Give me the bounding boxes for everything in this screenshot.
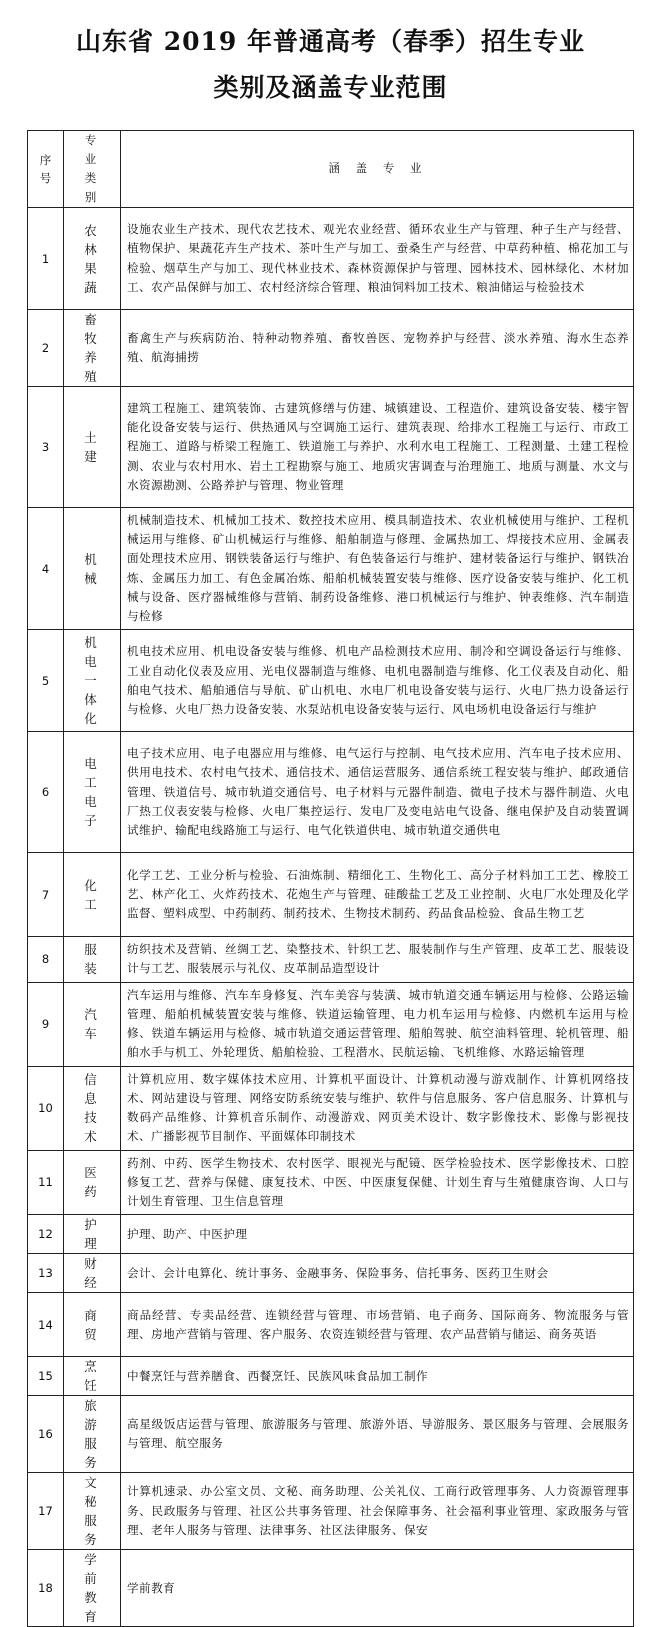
row-category: 学前教育: [64, 1550, 121, 1627]
row-scope: 汽车运用与维修、汽车车身修复、汽车美容与装潢、城市轨道交通车辆运用与检修、公路运输管理、船舶机械装置安装与维修、铁道运输管理、电力机车运用与检修、内燃机车运用与检修、铁道车辆运用与检修、城市轨道交通运营管理、船舶驾驶、航空油料管理、轮机管理、船舶水手与机工、外轮理货、船舶检验、工程潜水、民航运输、飞机维修、水路运输管理: [121, 982, 634, 1066]
table-row: [28, 732, 634, 853]
row-scope: 计算机应用、数字媒体技术应用、计算机平面设计、计算机动漫与游戏制作、计算机网络技术、网站建设与管理、网络安防系统安装与维护、软件与信息服务、客户信息服务、计算机与数码产品维修、计算机音乐制作、动漫游戏、网页美术设计、数字影像技术、影像与影视技术、广播影视节目制作、平面媒体印制技术: [121, 1066, 634, 1150]
row-scope: 机电技术应用、机电设备安装与维修、机电产品检测技术应用、制冷和空调设备运行与维修、工业自动化仪表及应用、光电仪器制造与维修、电机电器制造与维修、化工仪表及自动化、船舶电气技术、船舶通信与导航、矿山机电、水电厂机电设备安装与运行、火电厂热力设备运行与检修、火电厂热力设备安装、水泵站机电设备安装与运行、风电场机电设备运行与维护: [121, 630, 634, 732]
row-category: 信息技术: [64, 1066, 121, 1150]
page-title: 山东省 2019 年普通高考（春季）招生专业: [76, 27, 585, 56]
row-number: 13: [28, 1254, 64, 1293]
row-category: 文秘服务: [64, 1473, 121, 1550]
page-subtitle: 类别及涵盖专业范围: [213, 73, 448, 102]
table-row: [28, 508, 634, 630]
table-row: [28, 982, 634, 1066]
row-scope: 电子技术应用、电子电器应用与维修、电气运行与控制、电气技术应用、汽车电子技术应用、供用电技术、农村电气技术、通信技术、通信运营服务、通信系统工程安装与维护、邮政通信管理、铁道信号、城市轨道交通信号、电子材料与元器件制造、微电子技术与器件制造、火电厂热工仪表安装与检修、火电厂集控运行、发电厂及变电站电气设备、继电保护及自动装置调试维护、输配电线路施工与运行、电气化铁道供电、城市轨道交通供电: [121, 732, 634, 853]
header-scope: 涵 盖 专 业: [121, 131, 634, 208]
row-scope: 化学工艺、工业分析与检验、石油炼制、精细化工、生物化工、高分子材料加工工艺、橡胶工艺、林产化工、火炸药技术、花炮生产与管理、硅酸盐工艺及工业控制、火电厂水处理及化学监督、塑料成型、中药制药、制药技术、生物技术制药、药品食品检验、食品生物工艺: [121, 853, 634, 937]
row-number: 8: [28, 937, 64, 982]
row-number: 11: [28, 1150, 64, 1215]
row-number: 12: [28, 1215, 64, 1254]
row-category: 商贸: [64, 1293, 121, 1357]
row-category: 护理: [64, 1215, 121, 1254]
table-row: [28, 1293, 634, 1357]
row-scope: 计算机速录、办公室文员、文秘、商务助理、公关礼仪、工商行政管理事务、人力资源管理事务、民政服务与管理、社区公共事务管理、社会保障事务、社会福利事业管理、家政服务与管理、老年人服务与管理、法律事务、社区法律服务、保安: [121, 1473, 634, 1550]
row-scope: 药剂、中药、医学生物技术、农村医学、眼视光与配镜、医学检验技术、医学影像技术、口腔修复工艺、营养与保健、康复技术、中医、中医康复保健、计划生育与生殖健康咨询、人口与计划生育管理、卫生信息管理: [121, 1150, 634, 1215]
row-category: 土建: [64, 387, 121, 508]
row-number: 1: [28, 208, 64, 310]
row-category: 电工电子: [64, 732, 121, 853]
table-row: [28, 1254, 634, 1293]
row-number: 18: [28, 1550, 64, 1627]
table-row: [28, 1473, 634, 1550]
row-number: 4: [28, 508, 64, 630]
row-scope: 设施农业生产技术、现代农艺技术、观光农业经营、循环农业生产与管理、种子生产与经营、植物保护、果蔬花卉生产技术、茶叶生产与加工、蚕桑生产与经营、中草药种植、棉花加工与检验、烟草生产与加工、现代林业技术、森林资源保护与管理、园林技术、园林绿化、木材加工、农产品保鲜与加工、农村经济综合管理、粮油饲料加工技术、粮油储运与检验技术: [121, 208, 634, 310]
table-row: [28, 937, 634, 982]
row-scope: 建筑工程施工、建筑装饰、古建筑修缮与仿建、城镇建设、工程造价、建筑设备安装、楼宇智能化设备安装与运行、供热通风与空调施工运行、建筑表现、给排水工程施工与运行、市政工程施工、道路与桥梁工程施工、铁道施工与养护、水利水电工程施工、工程测量、土建工程检测、农业与农村用水、岩土工程勘察与施工、地质灾害调查与治理施工、地质与测量、水文与水资源勘测、公路养护与管理、物业管理: [121, 387, 634, 508]
row-scope: 中餐烹饪与营养膳食、西餐烹饪、民族风味食品加工制作: [121, 1357, 634, 1396]
row-scope: 会计、会计电算化、统计事务、金融事务、保险事务、信托事务、医药卫生财会: [121, 1254, 634, 1293]
table-row: [28, 1550, 634, 1627]
table-row: [28, 387, 634, 508]
row-category: 化工: [64, 853, 121, 937]
row-category: 旅游服务: [64, 1396, 121, 1473]
row-scope: 机械制造技术、机械加工技术、数控技术应用、模具制造技术、农业机械使用与维护、工程机械运用与维修、矿山机械运行与维修、船舶制造与修理、金属热加工、焊接技术应用、金属表面处理技术应用、钢铁装备运行与维护、有色装备运行与维护、建材装备运行与维护、钢铁冶炼、金属压力加工、有色金属冶炼、船舶机械装置安装与维修、医疗设备安装与维护、化工机械与设备、医疗器械维修与营销、制药设备维修、港口机械运行与维护、钟表维修、汽车制造与检修: [121, 508, 634, 630]
row-category: 机电一体化: [64, 630, 121, 732]
row-number: 2: [28, 310, 64, 387]
row-number: 10: [28, 1066, 64, 1150]
row-scope: 护理、助产、中医护理: [121, 1215, 634, 1254]
row-category: 医药: [64, 1150, 121, 1215]
row-category: 机械: [64, 508, 121, 630]
table-row: [28, 1150, 634, 1215]
major-category-table: [27, 130, 634, 1627]
row-scope: 商品经营、专卖品经营、连锁经营与管理、市场营销、电子商务、国际商务、物流服务与管理、房地产营销与管理、客户服务、农资连锁经营与管理、农产品营销与储运、商务英语: [121, 1293, 634, 1357]
row-number: 7: [28, 853, 64, 937]
row-number: 3: [28, 387, 64, 508]
row-category: 财经: [64, 1254, 121, 1293]
row-number: 14: [28, 1293, 64, 1357]
header-category: 专业类别: [64, 131, 121, 208]
row-number: 6: [28, 732, 64, 853]
row-number: 15: [28, 1357, 64, 1396]
table-row: [28, 853, 634, 937]
table-row: [28, 630, 634, 732]
row-number: 17: [28, 1473, 64, 1550]
row-scope: 学前教育: [121, 1550, 634, 1627]
table-row: [28, 1396, 634, 1473]
header-no: 序号: [28, 131, 64, 208]
table-row: [28, 310, 634, 387]
row-category: 烹饪: [64, 1357, 121, 1396]
row-number: 16: [28, 1396, 64, 1473]
row-category: 服装: [64, 937, 121, 982]
table-row: [28, 1066, 634, 1150]
row-scope: 纺织技术及营销、丝绸工艺、染整技术、针织工艺、服装制作与生产管理、皮革工艺、服装设计与工艺、服装展示与礼仪、皮革制品造型设计: [121, 937, 634, 982]
row-category: 畜牧养殖: [64, 310, 121, 387]
table-row: [28, 208, 634, 310]
row-number: 5: [28, 630, 64, 732]
row-scope: 高星级饭店运营与管理、旅游服务与管理、旅游外语、导游服务、景区服务与管理、会展服务与管理、航空服务: [121, 1396, 634, 1473]
row-number: 9: [28, 982, 64, 1066]
table-header-row: [28, 131, 634, 208]
table-row: [28, 1357, 634, 1396]
row-category: 农林果蔬: [64, 208, 121, 310]
row-scope: 畜禽生产与疾病防治、特种动物养殖、畜牧兽医、宠物养护与经营、淡水养殖、海水生态养殖、航海捕捞: [121, 310, 634, 387]
row-category: 汽车: [64, 982, 121, 1066]
table-row: [28, 1215, 634, 1254]
